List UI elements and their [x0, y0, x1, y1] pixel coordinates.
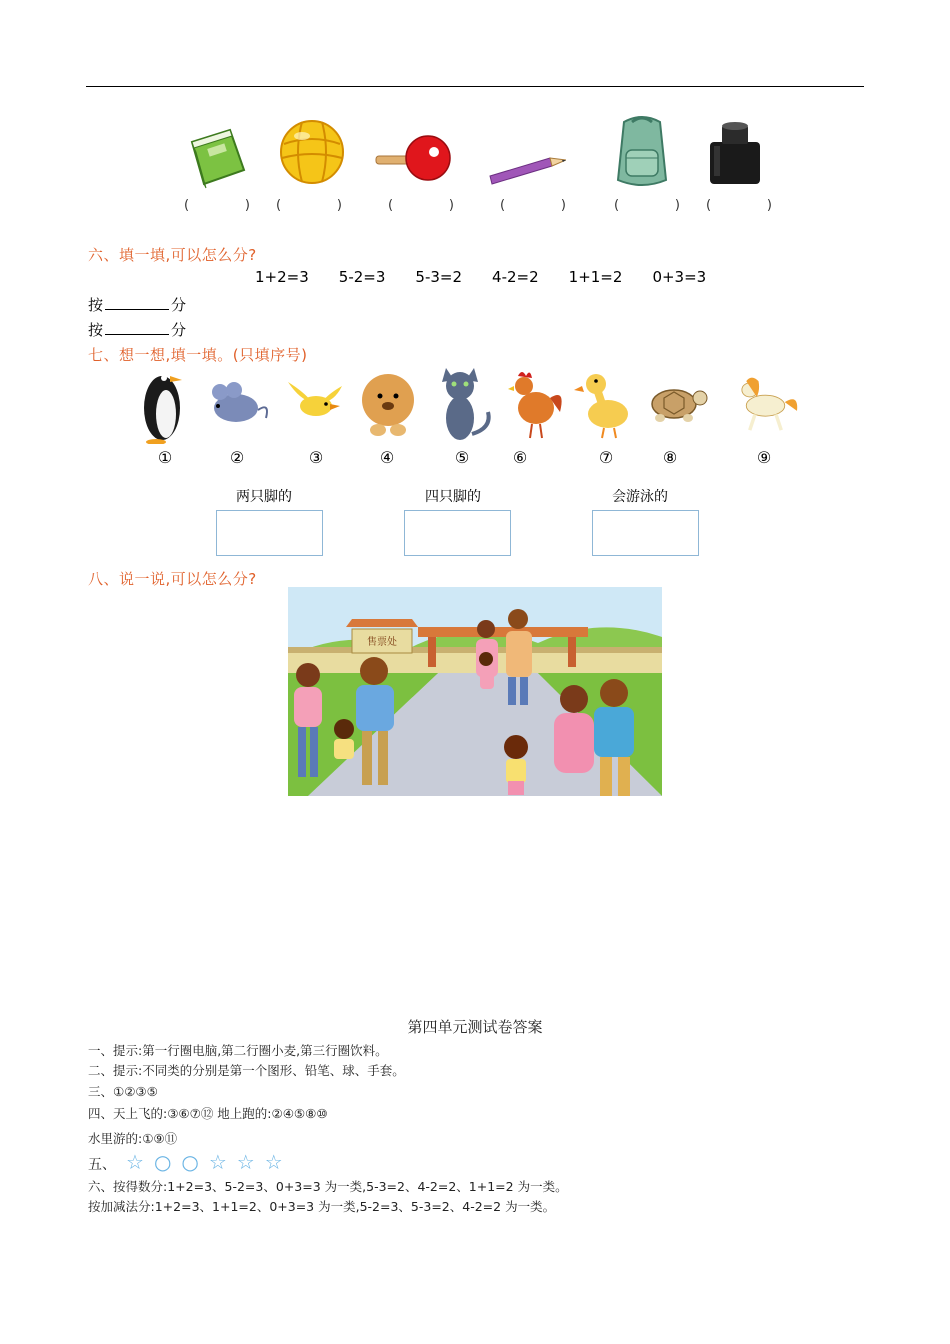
equation-list: [255, 268, 736, 286]
volleyball-icon: [272, 112, 352, 192]
animal-number: ⑨: [756, 448, 772, 467]
equation: 5-3=2: [415, 268, 463, 286]
star-icon: ☆: [208, 1150, 227, 1174]
mouse-icon: [204, 362, 274, 444]
answer-paren: ( ): [184, 198, 250, 213]
animal-number: ⑦: [598, 448, 614, 467]
star-icon: ☆: [126, 1150, 144, 1174]
horse-icon: [734, 362, 804, 444]
answer-line-symbols: 五、 ☆ ○ ○ ☆ ☆ ☆: [88, 1150, 283, 1174]
circle-icon: ○: [181, 1150, 199, 1174]
animal-number: ①: [157, 448, 173, 467]
pencil-icon: [486, 112, 566, 192]
animal-number: ⑥: [512, 448, 528, 467]
answer-box-swim[interactable]: [592, 510, 699, 556]
answer-box-two-legs[interactable]: [216, 510, 323, 556]
duck-icon: [572, 362, 642, 444]
section-6-title: 六、填一填,可以怎么分?: [88, 246, 257, 264]
penguin-icon: [132, 362, 202, 444]
circle-icon: ○: [153, 1150, 172, 1174]
answer-key-title: 第四单元测试卷答案: [407, 1018, 543, 1036]
animal-number: ③: [308, 448, 324, 467]
category-label-four-legs: 四只脚的: [425, 489, 481, 505]
equation: 1+2=3: [255, 268, 309, 286]
rooster-icon: [502, 362, 572, 444]
bird-icon: [282, 362, 352, 444]
answer-line: 六、按得数分:1+2=3、5-2=3、0+3=3 为一类,5-3=2、4-2=2、1+1=2 为一类。: [88, 1179, 568, 1194]
category-label-swim: 会游泳的: [612, 489, 668, 505]
section-8-title: 八、说一说,可以怎么分?: [88, 570, 257, 588]
ping-pong-paddle-icon: [374, 112, 454, 192]
answer-line: 水里游的:①⑨⑪: [88, 1131, 178, 1146]
equation: 1+1=2: [568, 268, 623, 286]
classify-line: 按 分: [88, 296, 187, 314]
star-icon: ☆: [236, 1150, 255, 1174]
equation: 4-2=2: [492, 268, 539, 286]
answer-line: 一、提示:第一行圈电脑,第二行圈小麦,第三行圈饮料。: [88, 1043, 388, 1058]
answer-box-four-legs[interactable]: [404, 510, 511, 556]
animal-number: ④: [379, 448, 395, 467]
answer-paren: ( ): [388, 198, 454, 213]
answer-line: 四、天上飞的:③⑥⑦⑫ 地上跑的:②④⑤⑧⑩: [88, 1106, 328, 1121]
answer-paren: ( ): [276, 198, 342, 213]
animal-number: ⑧: [662, 448, 678, 467]
classify-line: 按 分: [88, 321, 187, 339]
animal-number: ②: [229, 448, 245, 467]
turtle-icon: [642, 362, 712, 444]
answer-paren: ( ): [706, 198, 772, 213]
section-7-title: 七、想一想,填一填。(只填序号): [88, 346, 308, 364]
animal-row: [130, 362, 830, 452]
answer-line: 按加减法分:1+2=3、1+1=2、0+3=3 为一类,5-2=3、5-3=2、4-2=2 为一类。: [88, 1199, 556, 1214]
ticket-office-sign: 售票处: [367, 637, 397, 648]
blank-field[interactable]: [105, 295, 169, 310]
dog-icon: [354, 362, 424, 444]
blank-field[interactable]: [105, 320, 169, 335]
answer-paren: ( ): [500, 198, 566, 213]
answer-line: 二、提示:不同类的分别是第一个图形、铅笔、球、手套。: [88, 1063, 405, 1078]
ink-bottle-icon: [696, 112, 776, 192]
star-icon: ☆: [264, 1150, 283, 1174]
answer-paren: ( ): [614, 198, 680, 213]
equation: 0+3=3: [652, 268, 707, 286]
animal-number: ⑤: [454, 448, 470, 467]
top-divider: [86, 86, 864, 87]
park-scene-illustration: [288, 587, 662, 796]
book-icon: [182, 112, 262, 192]
object-row: [170, 112, 790, 192]
answer-line: 三、①②③⑤: [88, 1084, 158, 1099]
equation: 5-2=3: [338, 268, 386, 286]
cat-icon: [430, 362, 500, 444]
category-label-two-legs: 两只脚的: [236, 489, 292, 505]
backpack-icon: [602, 112, 682, 192]
